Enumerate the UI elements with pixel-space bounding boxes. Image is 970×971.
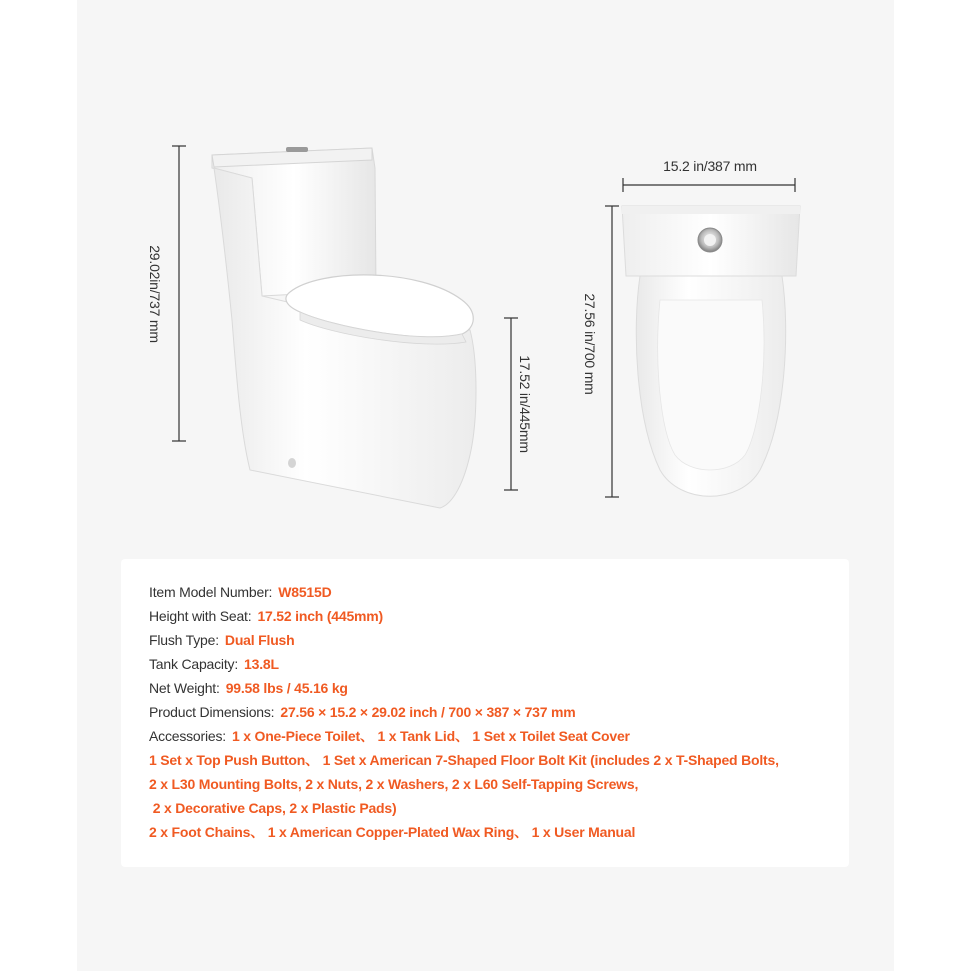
spec-value: 27.56 × 15.2 × 29.02 inch / 700 × 387 × 737 mm bbox=[280, 704, 576, 720]
spec-label: Height with Seat: bbox=[149, 608, 252, 624]
total-height-label: 29.02in/737 mm bbox=[147, 245, 163, 343]
spec-value: W8515D bbox=[278, 584, 332, 600]
flush-button-icon bbox=[286, 147, 308, 152]
spec-value: Dual Flush bbox=[224, 632, 295, 648]
spec-label: Tank Capacity: bbox=[149, 656, 239, 672]
front-view-toilet bbox=[622, 206, 800, 496]
spec-value: 13.8L bbox=[244, 656, 279, 672]
spec-flush-type bbox=[149, 631, 294, 649]
spec-tank-capacity bbox=[149, 655, 279, 673]
spec-value: 17.52 inch (445mm) bbox=[257, 608, 384, 624]
spec-panel bbox=[121, 559, 849, 867]
spec-model-number bbox=[149, 583, 332, 601]
spec-label: Item Model Number: bbox=[149, 584, 273, 600]
spec-net-weight bbox=[149, 679, 348, 697]
accessories-line: 2 x Decorative Caps, 2 x Plastic Pads) bbox=[149, 800, 397, 816]
side-view-toilet bbox=[212, 147, 476, 508]
accessories-line: 2 x L30 Mounting Bolts, 2 x Nuts, 2 x Washers, 2 x L60 Self-Tapping Screws, bbox=[149, 776, 639, 792]
width-label: 15.2 in/387 mm bbox=[663, 158, 757, 174]
spec-label: Product Dimensions: bbox=[149, 704, 275, 720]
spec-label: Accessories: bbox=[149, 728, 226, 744]
accessories-line: 2 x Foot Chains、 1 x American Copper-Plated Wax Ring、 1 x User Manual bbox=[149, 824, 636, 840]
spec-value: 99.58 lbs / 45.16 kg bbox=[225, 680, 348, 696]
spec-label: Net Weight: bbox=[149, 680, 220, 696]
accessories-line: 1 Set x Top Push Button、 1 Set x American 7-Shaped Floor Bolt Kit (includes 2 x T-Shaped Bolts, bbox=[149, 752, 779, 768]
seat-height-label: 17.52 in/445mm bbox=[517, 355, 533, 453]
depth-label: 27.56 in/700 mm bbox=[582, 293, 598, 395]
spec-value: 1 x One-Piece Toilet、 1 x Tank Lid、 1 Set x Toilet Seat Cover bbox=[231, 728, 630, 744]
spec-accessories bbox=[149, 727, 630, 745]
bolt-cap-icon bbox=[288, 458, 296, 468]
spec-product-dimensions bbox=[149, 703, 576, 721]
spec-height-with-seat bbox=[149, 607, 383, 625]
spec-label: Flush Type: bbox=[149, 632, 219, 648]
